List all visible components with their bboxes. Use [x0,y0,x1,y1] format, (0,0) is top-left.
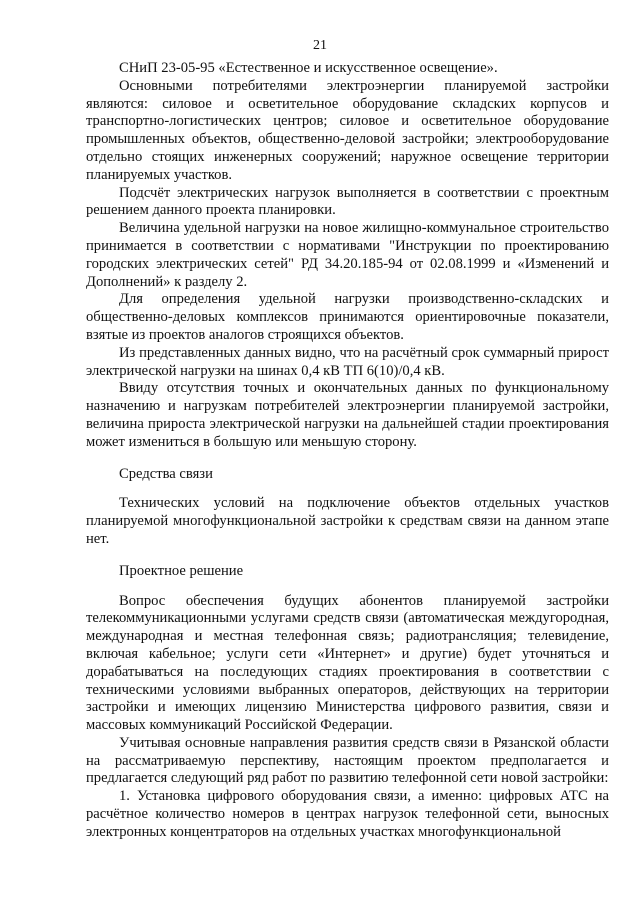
paragraph-power-consumers: Основными потребителями электроэнергии планируемой застройки являются: силовое и осветительное оборудование складских корпусов и транспортно-логистических центров; силовое и осветительное оборудование промышленных объектов, общественно-деловой застройки; электрооборудование отдельно стоящих инженерных сооружений; наружное освещение территории планируемых участков. [86,77,609,183]
section-heading-solution: Проектное решение [119,562,244,579]
paragraph-digital-equipment: 1. Установка цифрового оборудования связи, а именно: цифровых АТС на расчётное количество номеров в центрах нагрузок телефонной сети, выносных электронных концентраторов на отдельных участках многофункциональной [86,788,609,840]
paragraph-specific-load: Величина удельной нагрузки на новое жилищно-коммунальное строительство принимается в соответствии с нормативами "Инструкции по проектированию городских электрических сетей" РД 34.20.185-94 от 02.08.1999 и «Изменений и Дополнений» к разделу 2. [86,220,609,290]
paragraph-snip-reference: СНиП 23-05-95 «Естественное и искусственное освещение». [119,60,498,76]
paragraph-load-uncertainty: Ввиду отсутствия точных и окончательных данных по функциональному назначению и нагрузкам потребителей электроэнергии планируемой застройки, величина прироста электрической нагрузки на дальнейшей стадии проектирования может измениться в большую или меньшую сторону. [86,380,609,450]
section-gap [86,581,609,593]
section-gap [86,549,609,563]
paragraph-load-calculation: Подсчёт электрических нагрузок выполняется в соответствии с проектным решением данного проекта планировки. [86,184,609,219]
section-gap [86,452,609,466]
paragraph-load-increase: Из представленных данных видно, что на расчётный срок суммарный прирост электрической нагрузки на шинах 0,4 кВ ТП 6(10)/0,4 кВ. [86,344,609,379]
paragraph-industrial-load: Для определения удельной нагрузки производственно-складских и общественно-деловых комплексов принимаются ориентировочные показатели, взятые из проектов аналогов строящихся объектов. [86,291,609,343]
section-heading-communications: Средства связи [119,465,213,482]
page-content [86,60,609,842]
section-gap [86,483,609,495]
paragraph-communications: Технических условий на подключение объектов отдельных участков планируемой многофункциональной застройки к средствам связи на данном этапе нет. [86,495,609,547]
paragraph-development-directions: Учитывая основные направления развития средств связи в Рязанской области на рассматриваемую перспективу, настоящим проектом предполагается и предлагается следующий ряд работ по развитию телефонной сети новой застройки: [86,734,609,787]
page-number: 21 [313,38,327,53]
paragraph-telecom-services: Вопрос обеспечения будущих абонентов планируемой застройки телекоммуникационными услугами средств связи (автоматическая междугородная, международная и местная телефонная связь; радиотрансляция; телевидение, включая кабельное; услуги сети «Интернет» и другие) будет уточняться и дорабатываться на последующих стадиях проектирования в соответствии с техническими условиями выбранных операторов, действующих на территории застройки и имеющих лицензию Министерства цифрового развития, связи и массовых коммуникаций Российской Федерации. [86,592,609,734]
